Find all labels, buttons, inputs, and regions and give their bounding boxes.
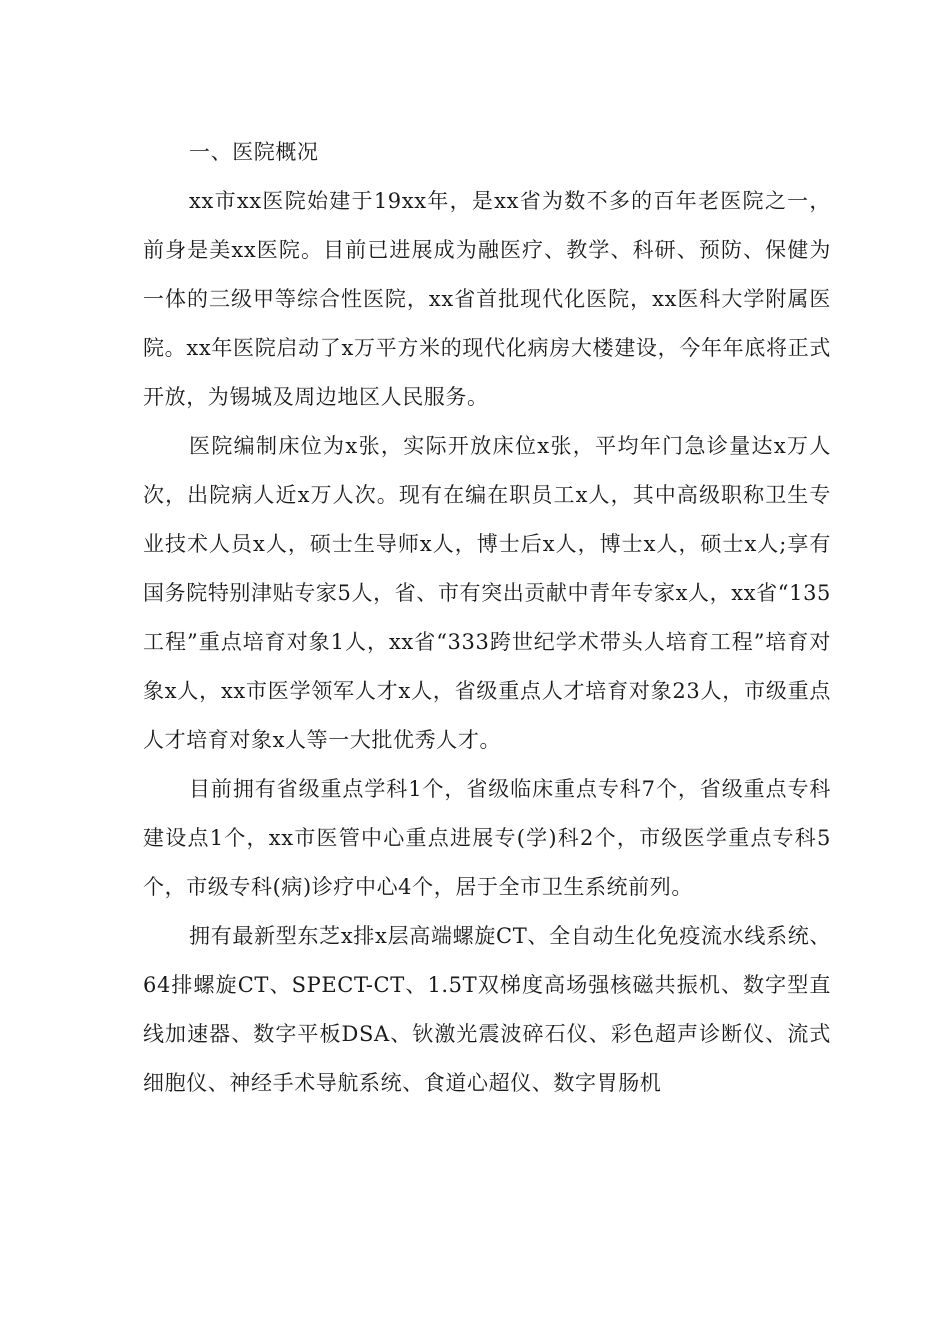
paragraph-equipment: 拥有最新型东芝x排x层高端螺旋CT、全自动生化免疫流水线系统、64排螺旋CT、SPECT-CT、1.5T双梯度高场强核磁共振机、数字型直线加速器、数字平板DSA、钬激光震波碎石仪、彩色超声诊断仪、流式细胞仪、神经手术导航系统、食道心超仪、数字胃肠机 <box>143 924 831 1095</box>
paragraph-key-disciplines: 目前拥有省级重点学科1个，省级临床重点专科7个，省级重点专科建设点1个，xx市医管中心重点进展专(学)科2个，市级医学重点专科5个，市级专科(病)诊疗中心4个，居于全市卫生系统前列。 <box>143 777 831 899</box>
paragraph-hospital-history: xx市xx医院始建于19xx年，是xx省为数不多的百年老医院之一，前身是美xx医院。目前已进展成为融医疗、教学、科研、预防、保健为一体的三级甲等综合性医院，xx省首批现代化医院，xx医科大学附属医院。xx年医院启动了x万平方米的现代化病房大楼建设，今年年底将正式开放，为锡城及周边地区人民服务。 <box>143 189 831 409</box>
document-body <box>143 128 831 1108</box>
section-heading: 一、医院概况 <box>189 140 319 164</box>
paragraph-beds-and-staff: 医院编制床位为x张，实际开放床位x张，平均年门急诊量达x万人次，出院病人近x万人次。现有在编在职员工x人，其中高级职称卫生专业技术人员x人，硕士生导师x人，博士后x人，博士x人，硕士x人;享有国务院特别津贴专家5人，省、市有突出贡献中青年专家x人，xx省“135工程”重点培育对象1人，xx省“333跨世纪学术带头人培育工程”培育对象x人，xx市医学领军人才x人，省级重点人才培育对象23人，市级重点人才培育对象x人等一大批优秀人才。 <box>143 434 831 752</box>
